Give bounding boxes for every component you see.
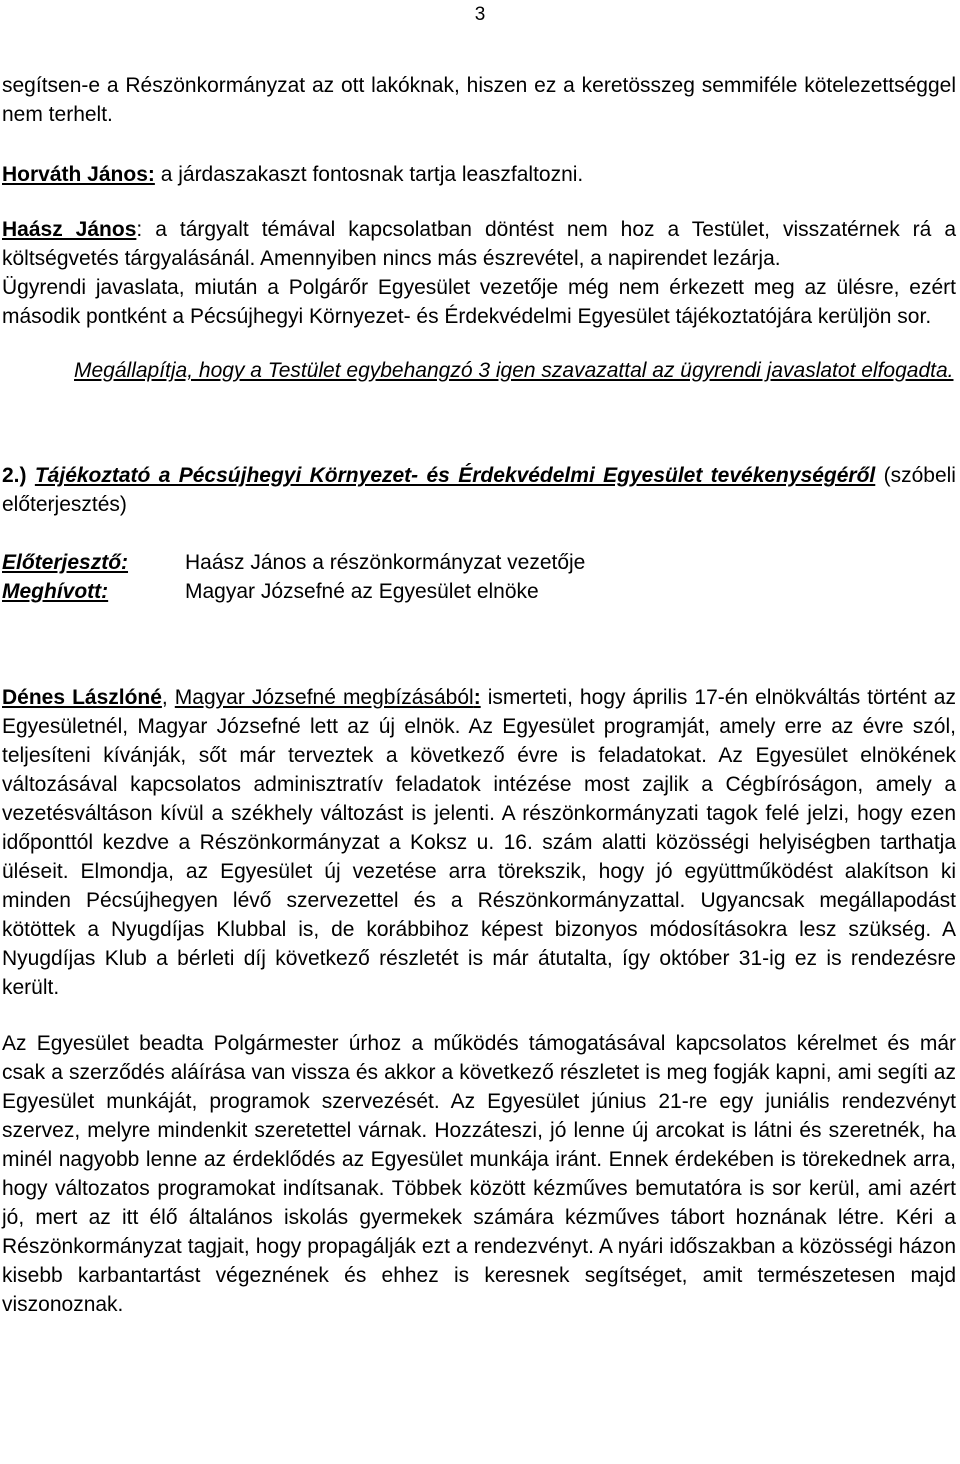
- procedural-paragraph: Ügyrendi javaslata, miután a Polgárőr Egyesület vezetője még nem érkezett meg az ülésre, ezért második pontként a Pécsújhegyi Környezet- és Érdekvédelmi Egyesület tájékoztatójára kerüljön sor.: [2, 276, 956, 328]
- role-row-invited: [2, 577, 956, 606]
- speaker-mandate: Magyar Józsefné megbízásából: [174, 686, 474, 709]
- speech-text: ismerteti, hogy április 17-én elnökváltás történt az Egyesületnél, Magyar Józsefné lett az új elnök. Az Egyesület programját, amely erre az évre szól, teljesíteni kívánják, sőt már terveztek a következő évre is feladatokat. Az Egyesület elnökének változásával kapcsolatos adminisztratív feladatok intézése most zajlik a Cégbíróságon, amely a vezetésváltáson kívül a székhely változást is jelenti. A részönkormányzati tagok felé jelzi, hogy ezen időponttól kezdve a Részönkormányzat a Koksz u. 16. szám alatti közösségi helyiségben tarthatja üléseit. Elmondja, az Egyesület új vezetése arra törekszik, hogy jó együttműködést alakítson ki minden Pécsújhegyen lévő szervezettel és a Részönkormányzattal. Ugyancsak megállapodást kötöttek a Nyugdíjas Klubbal is, de korábbihoz képest bizonyos módosításokra lesz szükség. A Nyugdíjas Klub a bérleti díj következő részletét is már átutalta, így október 31-ig ez is rendezésre került.: [2, 686, 956, 999]
- horvath-paragraph: [2, 160, 956, 189]
- role-label: Előterjesztő:: [2, 551, 129, 574]
- speaker-text: : a tárgyalt témával kapcsolatban döntést nem hoz a Testület, visszatérnek rá a költségvetés tárgyalásánál. Amennyiben nincs más észrevétel, a napirendet lezárja.: [2, 218, 957, 270]
- role-value: Magyar Józsefné az Egyesület elnöke: [185, 580, 539, 603]
- role-value: Haász János a részönkormányzat vezetője: [185, 551, 586, 574]
- speaker-text: a járdaszakaszt fontosnak tartja leaszfaltozni.: [154, 163, 584, 186]
- page-number: 3: [474, 4, 486, 25]
- speaker-name: Horváth János:: [2, 163, 155, 186]
- role-row-presenter: [2, 548, 956, 577]
- agenda-title: Tájékoztató a Pécsújhegyi Környezet- és Érdekvédelmi Egyesület tevékenységéről: [34, 464, 876, 487]
- role-label: Meghívott:: [2, 580, 109, 603]
- speaker-name: Dénes Lászlóné: [2, 686, 162, 709]
- document-body: [2, 71, 956, 1319]
- agenda-number: 2.): [2, 464, 27, 487]
- speech-paragraph-2: Az Egyesület beadta Polgármester úrhoz a működés támogatásával kapcsolatos kérelmet és már csak a szerződés aláírása van vissza és akkor a következő részletet is meg fogják kapni, ami segíti az Egyesület munkáját, programok szervezését. Az Egyesület június 21-re egy juniális rendezvényt szervez, melyre mindenkit szeretettel várnak. Hozzáteszi, jó lenne új arcokat is látni és szeretnék, ha minél nagyobb lenne az érdeklődés az Egyesület munkája iránt. Ennek érdekében is törekednek arra, hogy változatos programokat indítsanak. Többek között kézműves bemutatóra is sor kerül, ami azért jó, mert az itt élő általános iskolás gyermekek számára kézműves tábort hoznának létre. Kéri a Részönkormányzat tagjait, hogy propagálják ezt a rendezvényt. A nyári időszakban a közösségi házon kisebb karbantartást végeznének és ehhez is keresnek segítséget, amit természetesen majd viszonoznak.: [2, 1032, 956, 1316]
- speech-paragraph-1: [2, 683, 956, 1002]
- speaker-comma: ,: [161, 686, 175, 709]
- agenda-item-heading: [2, 461, 956, 519]
- decision-statement: Megállapítja, hogy a Testület egybehangzó 3 igen szavazattal az ügyrendi javaslatot elfogadta.: [74, 359, 954, 382]
- speaker-colon: :: [473, 686, 481, 709]
- continuation-paragraph: segítsen-e a Részönkormányzat az ott lakóknak, hiszen ez a keretösszeg semmiféle kötelezettséggel nem terhelt.: [2, 74, 956, 126]
- agenda-note: (szóbeli előterjesztés): [2, 464, 956, 516]
- haasz-paragraph: [2, 215, 956, 273]
- speaker-name: Haász János: [2, 218, 137, 241]
- agenda-roles: [2, 548, 956, 606]
